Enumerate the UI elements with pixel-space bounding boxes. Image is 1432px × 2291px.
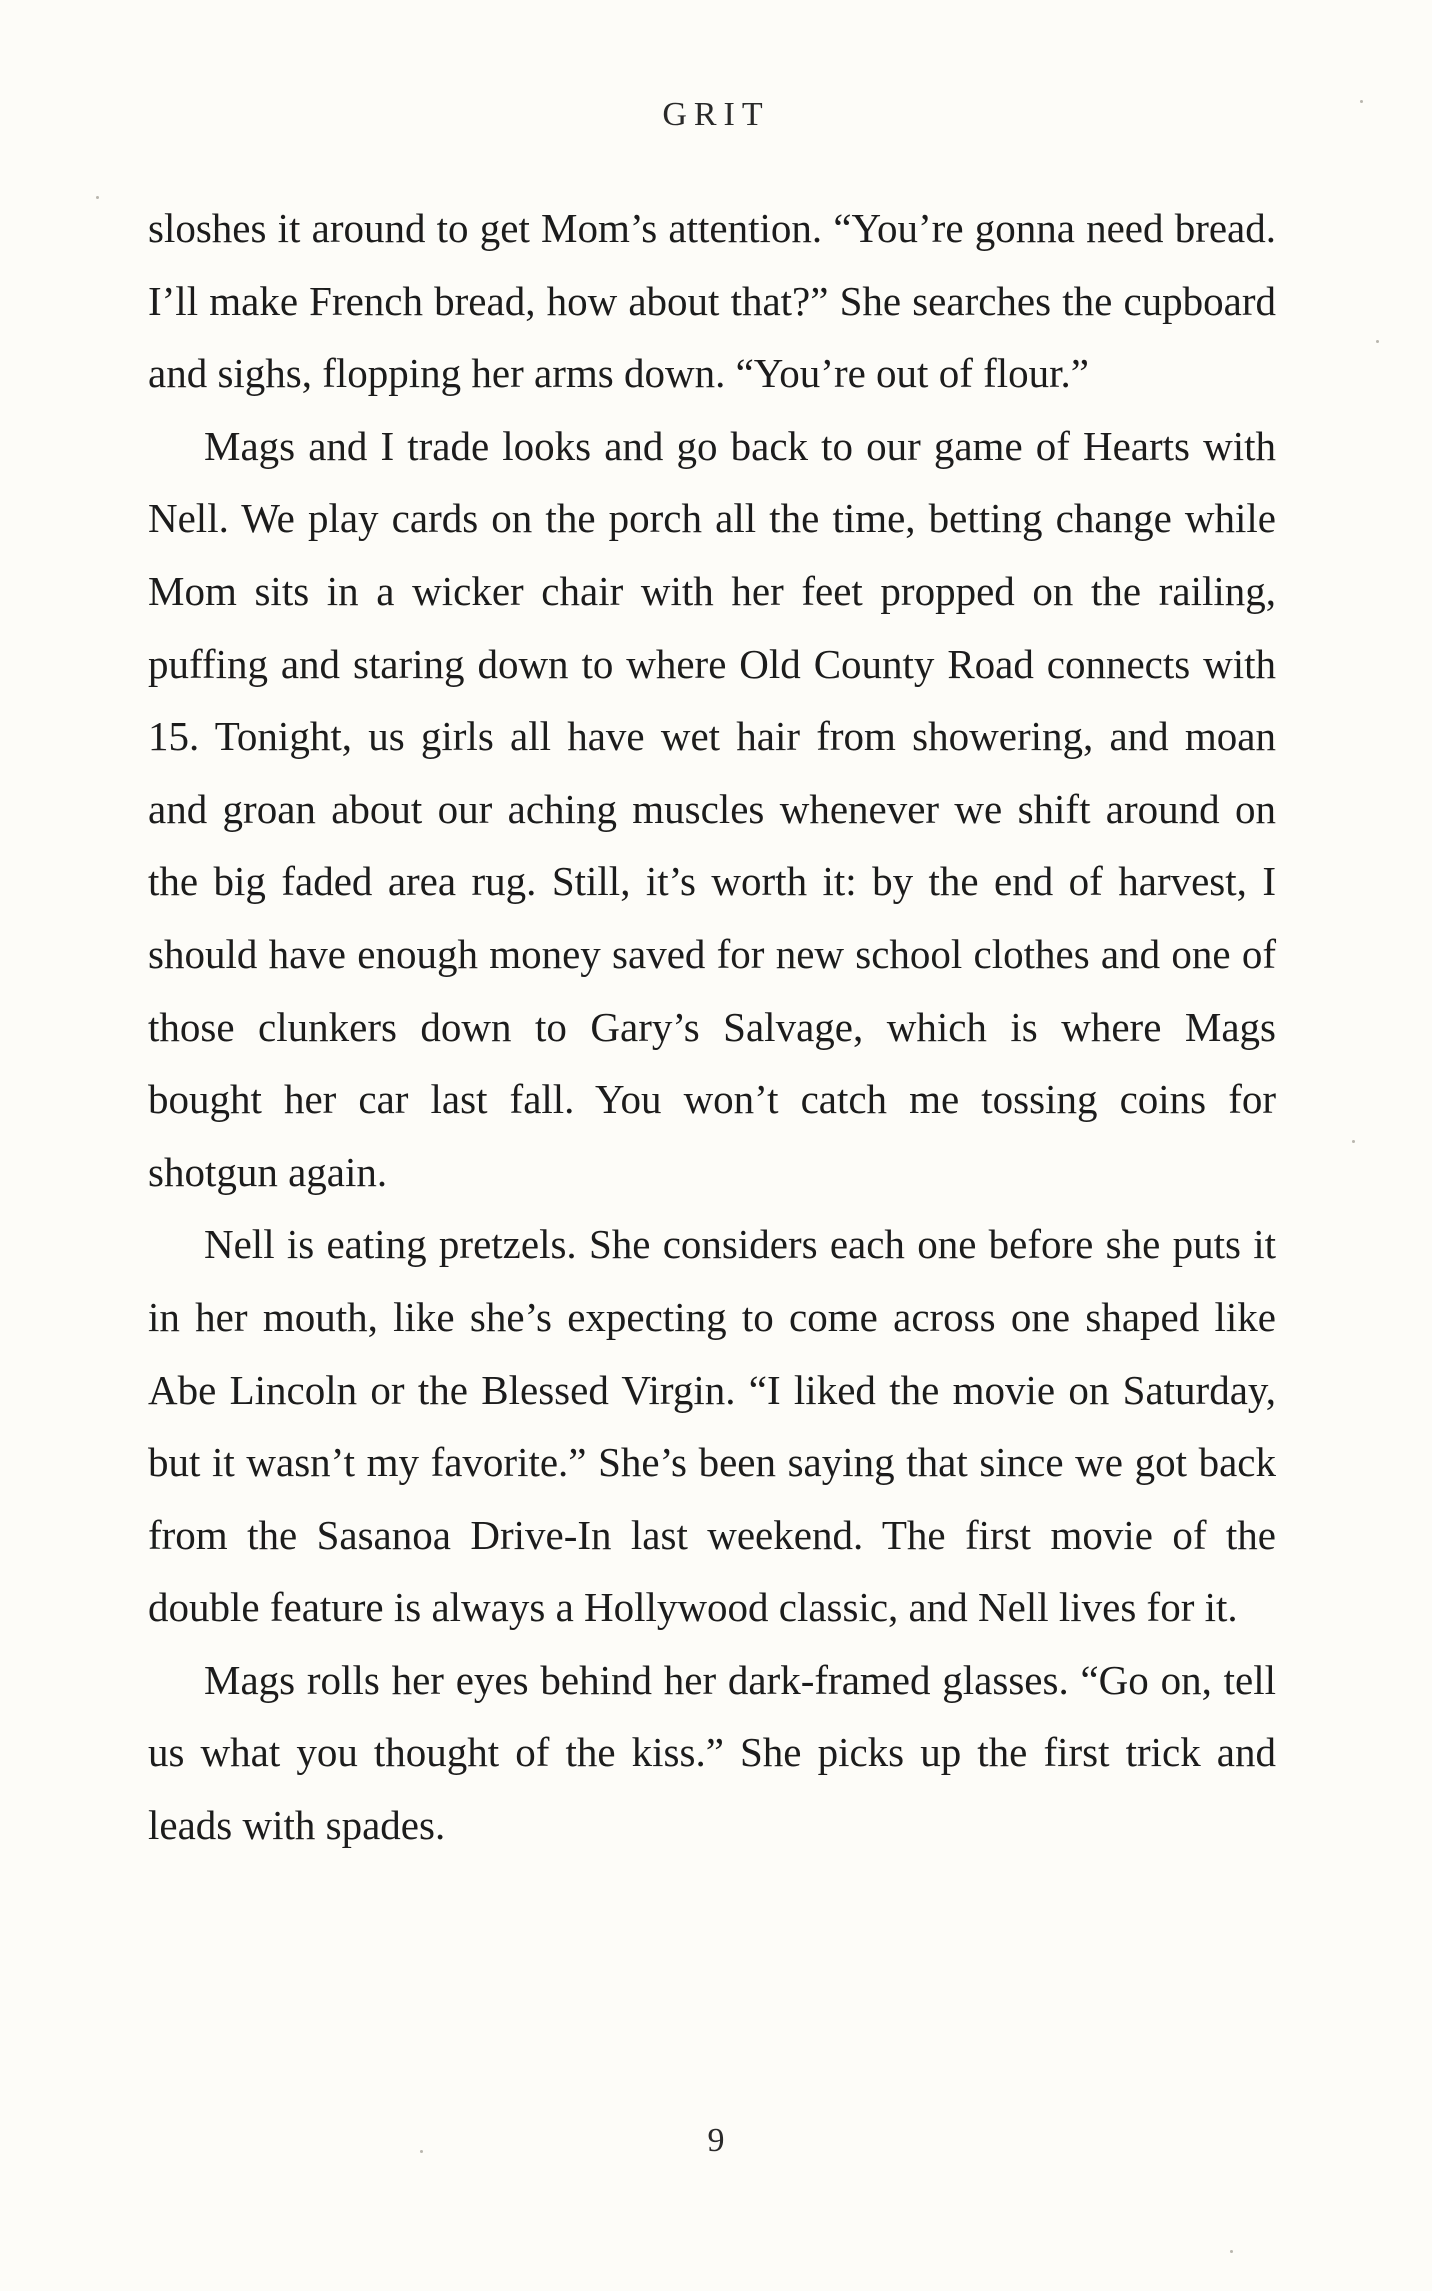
paper-speck [420,2150,423,2153]
paragraph-hearts-game: Mags and I trade looks and go back to our game of Hearts with Nell. We play cards on the porch all the time, betting change while Mom sits in a wicker chair with her feet propped on the railing, puffing and staring down to where Old County Road connects with 15. Tonight, us girls all have wet hair from showering, and moan and groan about our aching muscles whenever we shift around on the big faded area rug. Still, it’s worth it: by the end of harvest, I should have enough money saved for new school clothes and one of those clunkers down to Gary’s Salvage, which is where Mags bought her car last fall. You won’t catch me tossing coins for shotgun again. [148,422,1276,1195]
paper-speck [1376,340,1379,343]
paragraph-mags-kiss: Mags rolls her eyes behind her dark-framed glasses. “Go on, tell us what you thought of the kiss.” She picks up the first trick and leads with spades. [148,1656,1276,1849]
paper-speck [96,196,99,199]
body-text [148,192,1276,1862]
paper-speck [1360,100,1363,103]
paper-speck [1352,1140,1355,1143]
paragraph-nell-pretzels: Nell is eating pretzels. She considers each one before she puts it in her mouth, like she’s expecting to come across one shaped like Abe Lincoln or the Blessed Virgin. “I liked the movie on Saturday, but it wasn’t my favorite.” She’s been saying that since we got back from the Sasanoa Drive-In last weekend. The first movie of the double feature is always a Hollywood classic, and Nell lives for it. [148,1221,1276,1631]
paper-speck [1230,2250,1233,2253]
running-head-title: GRIT [662,96,770,133]
paragraph-continued: sloshes it around to get Mom’s attention. “You’re gonna need bread. I’ll make French bread, how about that?” She searches the cupboard and sighs, flopping her arms down. “You’re out of flour.” [148,205,1276,397]
page-number: 9 [707,2122,725,2159]
